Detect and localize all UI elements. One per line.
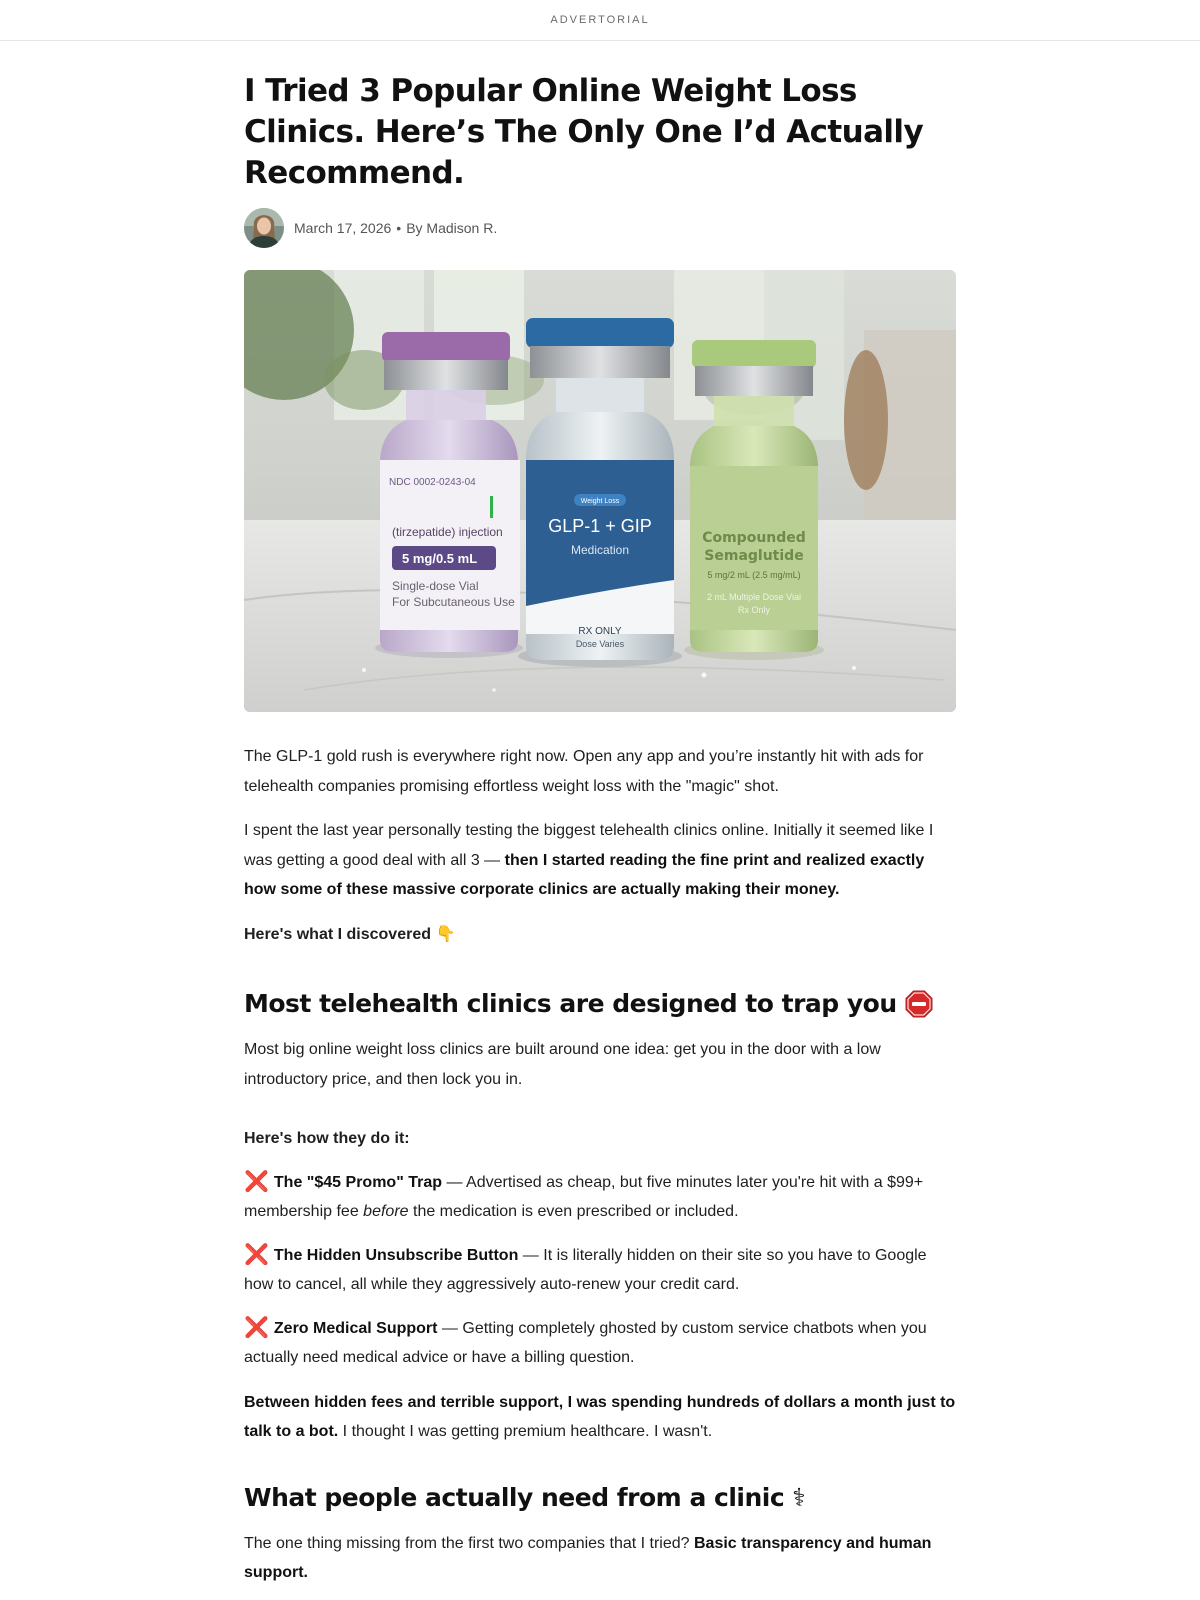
list-item xyxy=(244,1241,956,1300)
list-item xyxy=(244,1168,956,1227)
list-item xyxy=(244,1314,956,1373)
section1-subheading: Here's how they do it: xyxy=(244,1130,410,1147)
section2-intro-bold: Basic transparency and human support. xyxy=(244,1534,932,1581)
left-vial-line2: Single-dose Vial xyxy=(392,579,479,593)
left-vial-ndc: NDC 0002-0243-04 xyxy=(389,477,476,488)
list-item-title: The "$45 Promo" Trap xyxy=(273,1173,443,1191)
list-item-emphasis: before xyxy=(363,1203,409,1220)
list-item-text-end: the medication is even prescribed or included. xyxy=(408,1203,739,1220)
right-vial-dose: 5 mg/2 mL (2.5 mg/mL) xyxy=(707,570,801,580)
article xyxy=(244,41,956,1588)
section1-summary xyxy=(244,1388,956,1447)
section2-intro-text: The one thing missing from the first two companies that I tried? xyxy=(244,1534,694,1552)
center-vial-dose: Dose Varies xyxy=(575,639,625,649)
section-heading-needs-text: What people actually need from a clinic xyxy=(244,1482,785,1512)
byline xyxy=(244,208,956,248)
right-vial-line2: Rx Only xyxy=(737,605,771,615)
intro-paragraph-1: The GLP-1 gold rush is everywhere right now. Open any app and you’re instantly hit with ads for telehealth companies promising effortless weight loss with the "magic" shot. xyxy=(244,748,924,795)
right-vial-line1: 2 mL Multiple Dose Vial xyxy=(706,592,802,602)
author-avatar xyxy=(244,208,284,248)
left-vial-line1: (tirzepatide) injection xyxy=(392,525,503,539)
stop-sign-icon xyxy=(905,990,933,1018)
list-item-text: — Advertised as cheap, but five minutes later you're hit with a $99+ membership fee xyxy=(244,1173,924,1220)
section1-summary-bold: Between hidden fees and terrible support, I was spending hundreds of dollars a month just to talk to a bot. xyxy=(244,1393,956,1440)
intro-paragraph-2-text: I spent the last year personally testing the biggest telehealth clinics online. Initially it seemed like I was getting a good deal with all 3 — xyxy=(244,822,934,869)
discover-line xyxy=(244,920,956,950)
section1-intro: Most big online weight loss clinics are built around one idea: get you in the door with a low introductory price, and then lock you in. xyxy=(244,1041,881,1088)
advertorial-banner xyxy=(0,0,1200,41)
discover-text: Here's what I discovered xyxy=(244,925,431,943)
right-vial-title2: Semaglutide xyxy=(704,548,804,564)
center-vial-subtitle: Medication xyxy=(570,543,630,557)
right-vial-title1: Compounded xyxy=(702,530,806,546)
section-heading-trap xyxy=(244,987,956,1021)
author-name[interactable]: By Madison R. xyxy=(406,220,498,236)
center-vial-rx: RX ONLY xyxy=(578,626,622,637)
section2-intro xyxy=(244,1529,956,1588)
cross-mark-icon: ❌ xyxy=(244,1170,269,1193)
left-vial-dose: 5 mg/0.5 mL xyxy=(402,551,478,566)
center-vial-badge: Weight Loss xyxy=(580,498,620,505)
section-heading-trap-text: Most telehealth clinics are designed to trap you xyxy=(244,989,897,1018)
medical-symbol-icon: ⚕ xyxy=(792,1482,806,1512)
intro-paragraph-2-bold: then I started reading the fine print and realized exactly how some of these massive corporate clinics are actually making their money. xyxy=(244,851,925,898)
cross-mark-icon: ❌ xyxy=(244,1316,269,1339)
article-headline: I Tried 3 Popular Online Weight Loss Clinics. Here’s The Only One I’d Actually Recommend. xyxy=(244,73,924,191)
cross-mark-icon: ❌ xyxy=(244,1243,269,1266)
left-vial-line3: For Subcutaneous Use xyxy=(392,595,515,609)
list-item-text: — It is literally hidden on their site so you have to Google how to cancel, all while they aggressively auto-renew your credit card. xyxy=(244,1246,927,1293)
byline-text xyxy=(294,220,497,236)
byline-separator: • xyxy=(396,220,402,236)
publish-date: March 17, 2026 xyxy=(294,220,392,236)
intro-paragraph-2 xyxy=(244,816,956,905)
list-item-title: The Hidden Unsubscribe Button xyxy=(273,1246,519,1264)
list-item-text: — Getting completely ghosted by custom service chatbots when you actually need medical advice or have a billing question. xyxy=(244,1319,927,1366)
center-vial-title: GLP-1 + GIP xyxy=(548,516,652,536)
advertorial-label: ADVERTORIAL xyxy=(550,14,650,26)
hero-image xyxy=(244,270,956,712)
section-heading-needs xyxy=(244,1481,956,1515)
section1-summary-text: I thought I was getting premium healthcare. I wasn't. xyxy=(338,1423,713,1440)
pointing-down-icon: 👇 xyxy=(435,925,456,943)
list-item-title: Zero Medical Support xyxy=(273,1319,438,1337)
